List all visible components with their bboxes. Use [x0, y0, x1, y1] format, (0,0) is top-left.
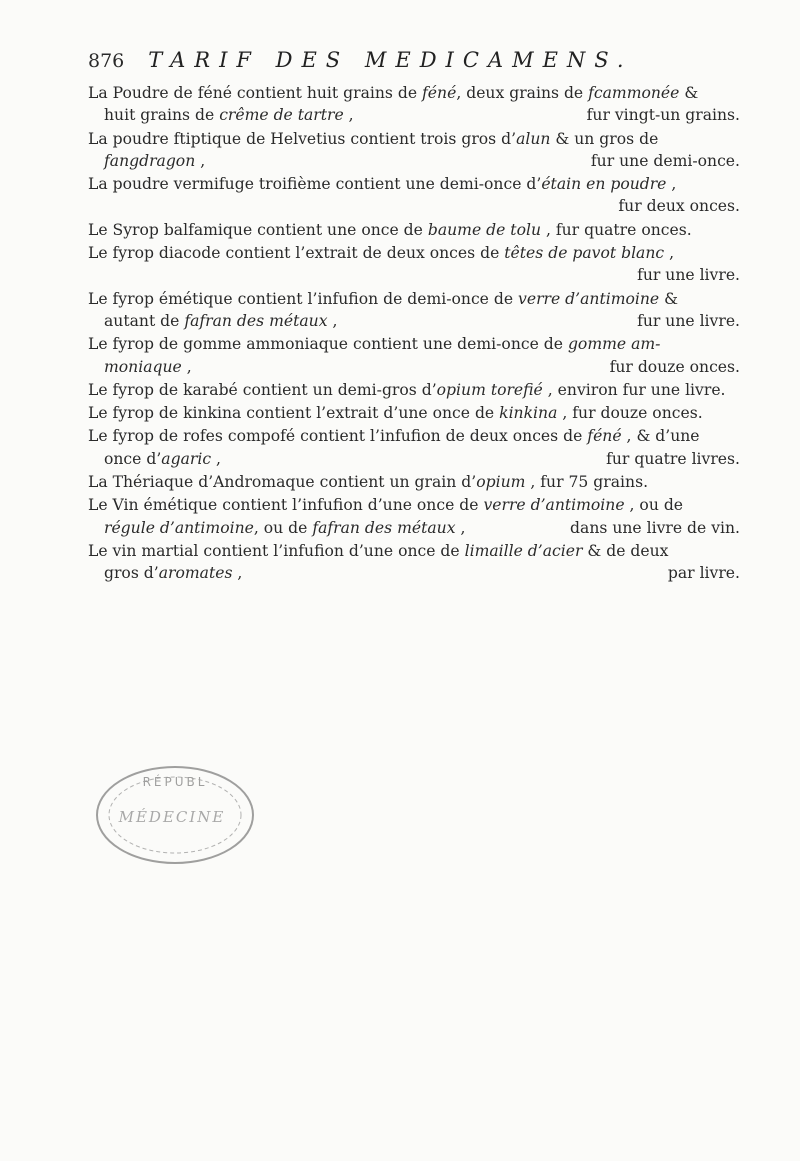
- entry-syrop-gomme-ammoniaque: Le fyrop de gomme ammoniaque contient une demi-once de gomme am- moniaque , fur douze onces.: [88, 335, 740, 376]
- entry-syrop-kinkina: Le fyrop de kinkina contient l’extrait d’une once de kinkina , fur douze onces.: [88, 404, 703, 423]
- library-stamp: [90, 760, 260, 870]
- tariff-text: [88, 82, 740, 586]
- entry-poudre-vermifuge: La poudre vermifuge troifième contient une demi-once d’étain en poudre , fur deux onces.: [88, 175, 740, 216]
- entry-vin-martial: Le vin martial contient l’infufion d’une once de limaille d’acier & de deux gros d’aromates , par livre.: [88, 541, 740, 583]
- svg-text:RÉPUBL: RÉPUBL: [142, 775, 208, 789]
- entry-poudre-stiptique: La poudre ftiptique de Helvetius contient trois gros d’alun & un gros de fangdragon , fur une demi-once.: [88, 129, 740, 170]
- entry-vin-emetique: Le Vin émétique contient l’infufion d’une once de verre d’antimoine , ou de régule d’antimoine, ou de fafran des métaux , dans une livre de vin.: [88, 496, 740, 537]
- entry-syrop-balsamique: Le Syrop balfamique contient une once de baume de tolu , fur quatre onces.: [88, 220, 692, 239]
- entry-syrop-roses: Le fyrop de rofes compofé contient l’infufion de deux onces de féné , & d’une once d’agaric , fur quatre livres.: [88, 427, 740, 468]
- entry-theriaque: La Thériaque d’Andromaque contient un grain d’opium , fur 75 grains.: [88, 473, 649, 492]
- page-header: [88, 48, 742, 80]
- svg-text:MÉDECINE: MÉDECINE: [118, 808, 226, 826]
- entry-syrop-emetique: Le fyrop émétique contient l’infufion de demi-once de verre d’antimoine & autant de fafran des métaux , fur une livre.: [88, 289, 740, 330]
- running-title: TARIF DES MEDICAMENS.: [148, 48, 633, 72]
- page-number: 876: [88, 50, 125, 72]
- entry-syrop-karabe: Le fyrop de karabé contient un demi-gros d’opium torefié , environ fur une livre.: [88, 380, 726, 399]
- entry-syrop-diacode: Le fyrop diacode contient l’extrait de deux onces de têtes de pavot blanc , fur une livre.: [88, 244, 740, 285]
- entry-poudre-sene: La Poudre de féné contient huit grains de féné, deux grains de fcammonée & huit grains de crême de tartre , fur vingt-un grains.: [88, 84, 740, 125]
